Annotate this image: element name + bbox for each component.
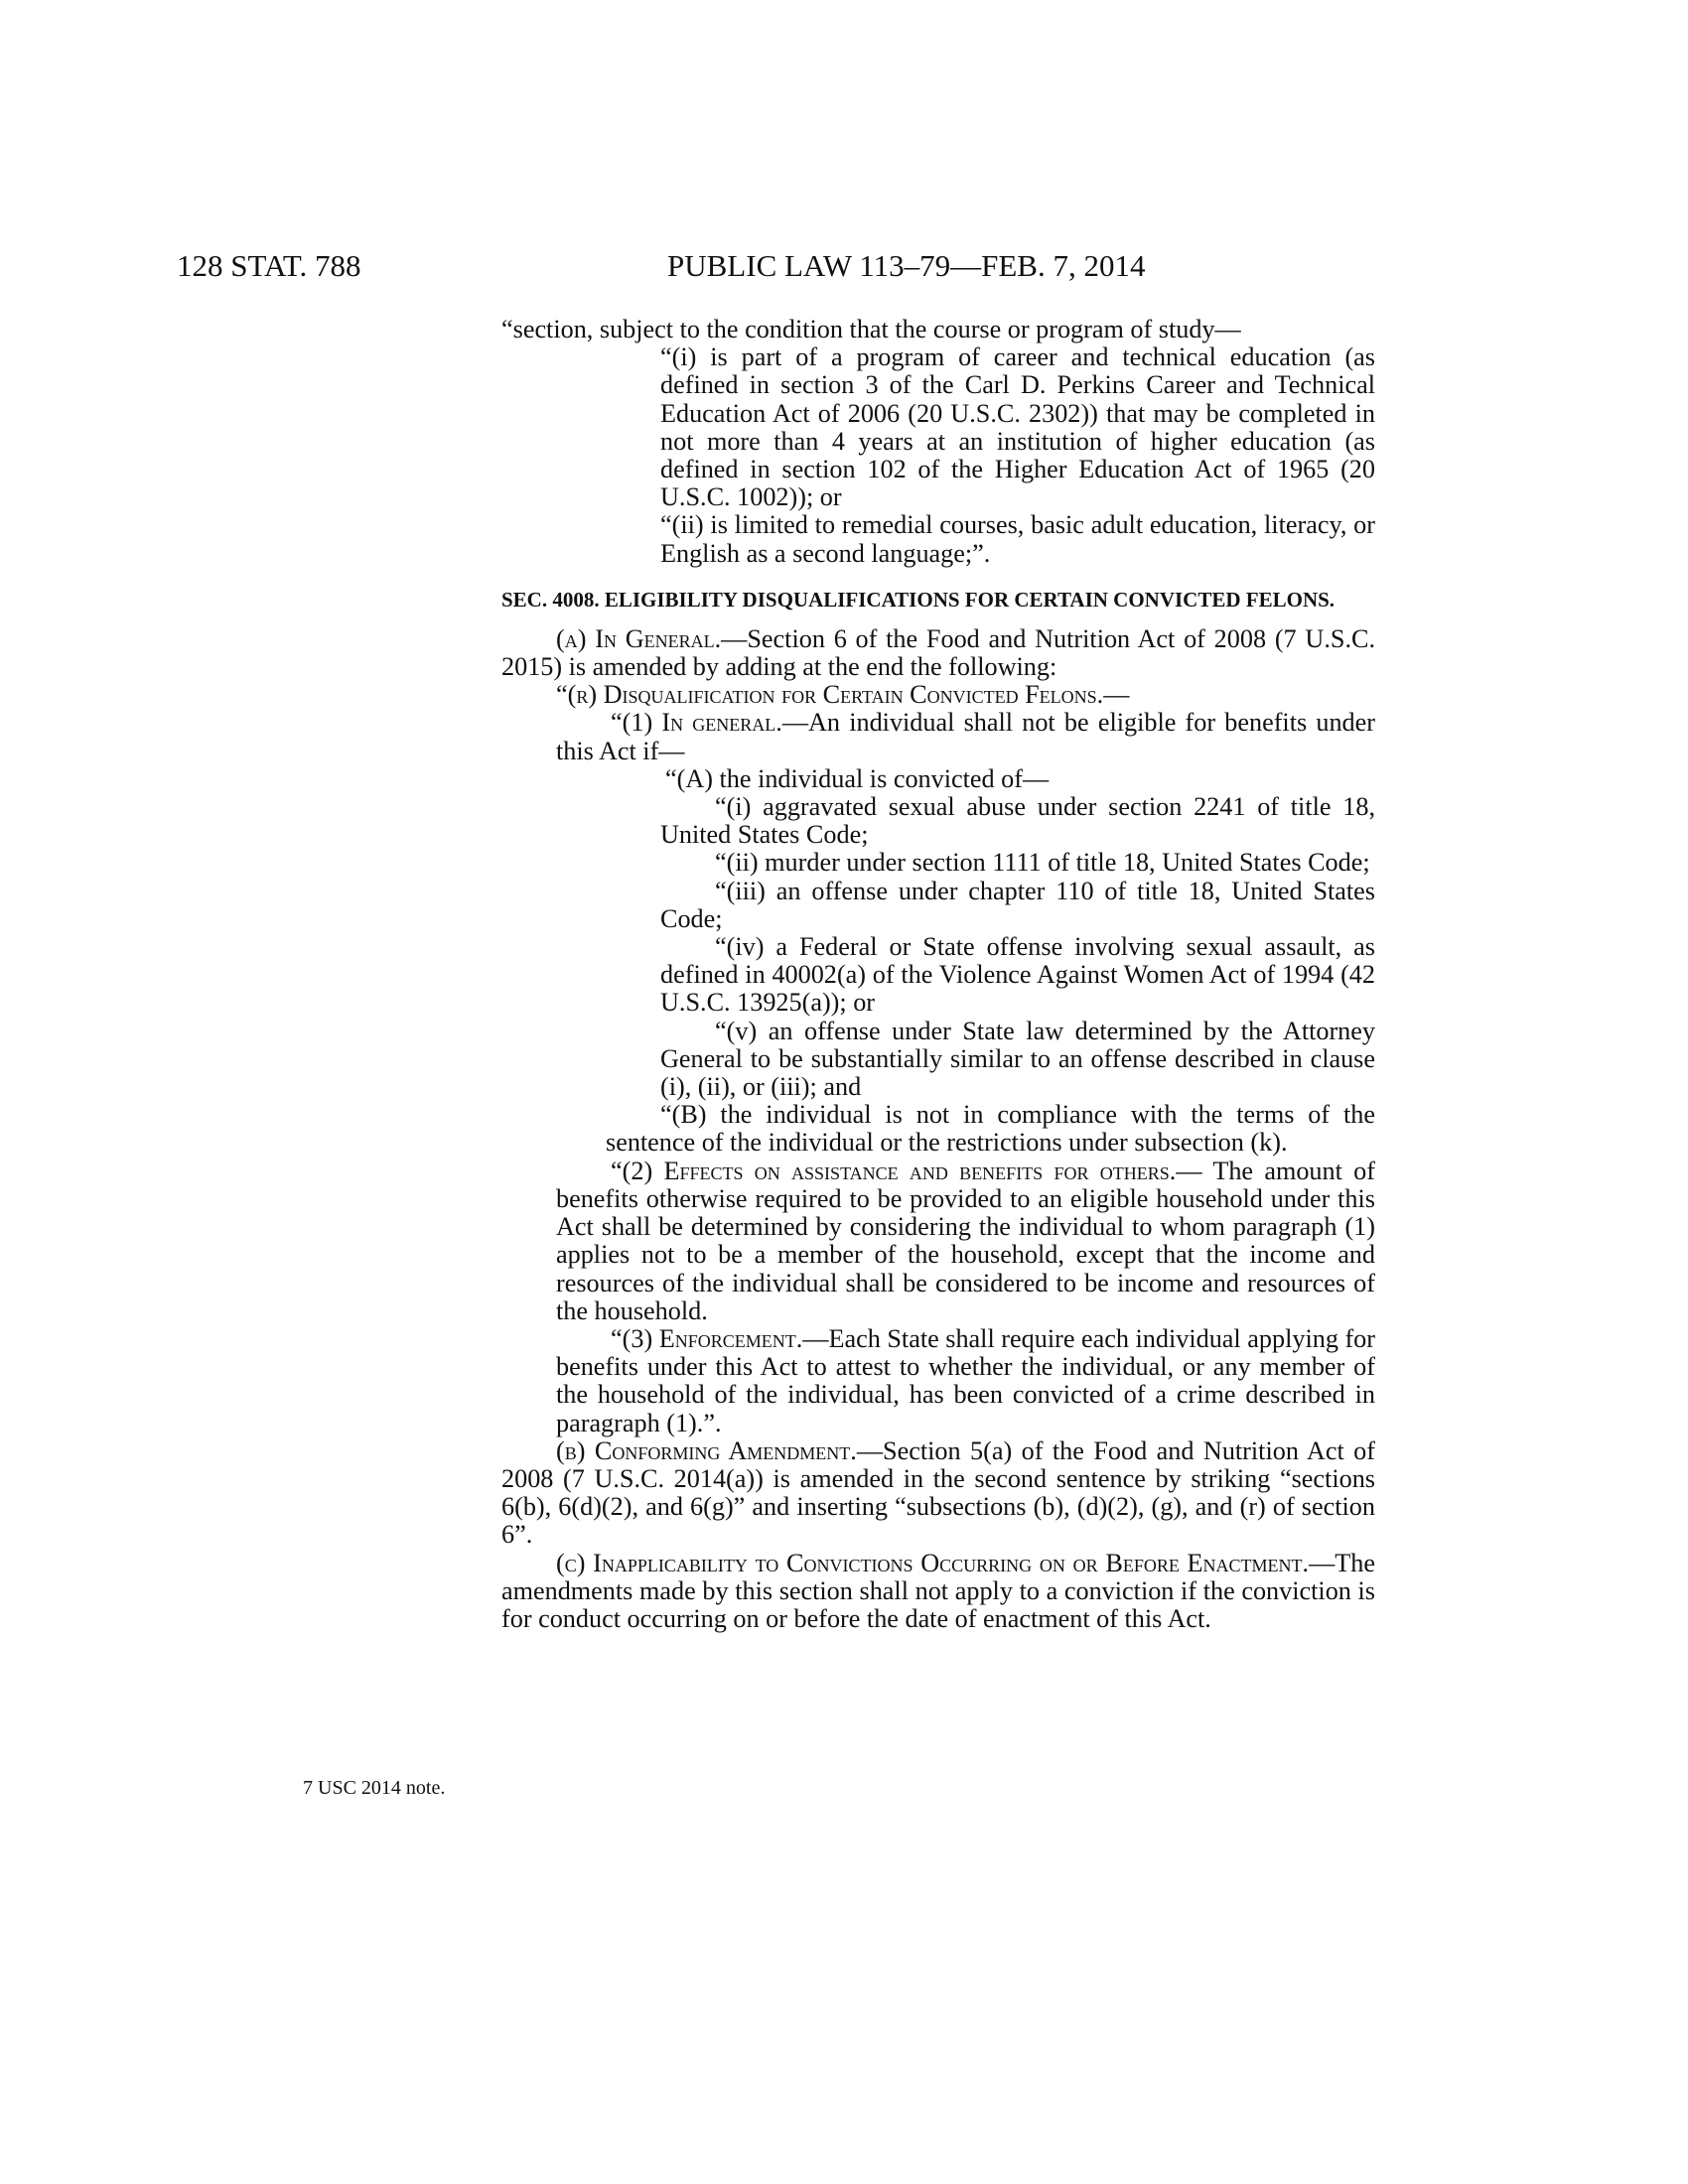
subsection-a-text: —Section 6 of the Food and Nutrition Act of 2008 (7 U.S.C. 2015) is amended by adding at the end the following: (501, 623, 1376, 682)
paragraph-2 (556, 1158, 1375, 1325)
clause-iv: “(iv) a Federal or State offense involving sexual assault, as defined in 40002(a) of the Violence Against Women Act of 1994 (42 U.S.C. 13925(a)); or (660, 932, 1375, 1018)
clause-v: “(v) an offense under State law determined by the Attorney General to be substantially similar to an offense described in clause (i), (ii), or (iii); and (660, 1016, 1375, 1102)
paragraph-2-heading: “(2) Effects on assistance and benefits for others. (611, 1156, 1177, 1185)
subsection-c-text: —The amendments made by this section shall not apply to a conviction if the conviction is for conduct occurring on or before the date of enactment of this Act. (501, 1548, 1375, 1633)
paragraph-2-text: — The amount of benefits otherwise required to be provided to an eligible household under this Act shall be determined by considering the individual to whom paragraph (1) applies not to be a member of the household, except that the income and resources of the individual shall be considered to be income and resources of the household. (556, 1156, 1375, 1325)
clause-i: “(i) is part of a program of career and technical education (as defined in section 3 of the Carl D. Perkins Career and Technical Education Act of 2006 (20 U.S.C. 2302)) that may be completed in not more than 4 years at an institution of higher education (as defined in section 102 of the Higher Education Act of 1965 (20 U.S.C. 1002)); or (660, 342, 1375, 512)
clause-i: “(i) aggravated sexual abuse under section 2241 of title 18, United States Code; (660, 792, 1375, 850)
subsection-a (501, 625, 1375, 681)
statute-text (501, 316, 1375, 1633)
clause-ii: “(ii) murder under section 1111 of title 18, United States Code; (715, 848, 1370, 878)
running-head: PUBLIC LAW 113–79—FEB. 7, 2014 (667, 248, 1146, 283)
clause-ii: “(ii) is limited to remedial courses, basic adult education, literacy, or English as a second language;”. (660, 510, 1375, 568)
paragraph-3-text: —Each State shall require each individual applying for benefits under this Act to attest to whether the individual, or any member of the household of the individual, has been convicted of a crime described in paragraph (1).”. (556, 1323, 1375, 1437)
subsection-b-heading: (b) Conforming Amendment. (556, 1435, 857, 1465)
paragraph-1-text: —An individual shall not be eligible for benefits under this Act if— (556, 708, 1375, 765)
subsection-a-heading: (a) In General. (556, 623, 722, 653)
subsection-c-heading: (c) Inapplicability to Convictions Occurring on or Before Enactment. (556, 1548, 1310, 1577)
clause-iii: “(iii) an offense under chapter 110 of title 18, United States Code; (660, 876, 1375, 933)
subsection-r: “(r) Disqualification for Certain Convicted Felons.— (556, 680, 1130, 710)
paragraph-3 (556, 1325, 1375, 1437)
subsection-c (501, 1550, 1375, 1634)
page-stat-number: 128 STAT. 788 (177, 248, 361, 283)
paragraph-3-heading: “(3) Enforcement. (611, 1323, 803, 1353)
subparagraph-A: “(A) the individual is convicted of— (665, 763, 1050, 793)
subsection-b-text: —Section 5(a) of the Food and Nutrition Act of 2008 (7 U.S.C. 2014(a)) is amended in the second sentence by striking “sections 6(b), 6(d)(2), and 6(g)” and inserting “subsections (b), (d)(2), (g), and (r) of section 6”. (501, 1435, 1375, 1550)
paragraph: “section, subject to the condition that the course or program of study— (501, 315, 1241, 343)
subsection-b (501, 1437, 1375, 1550)
paragraph-1 (556, 709, 1375, 764)
margin-citation-note: 7 USC 2014 note. (303, 1777, 446, 1799)
subparagraph-B: “(B) the individual is not in compliance with the terms of the sentence of the individual or the restrictions under subsection (k). (606, 1100, 1375, 1158)
paragraph-1-heading: “(1) In general. (611, 708, 782, 738)
section-heading: SEC. 4008. ELIGIBILITY DISQUALIFICATIONS FOR CERTAIN CONVICTED FELONS. (501, 587, 1336, 612)
